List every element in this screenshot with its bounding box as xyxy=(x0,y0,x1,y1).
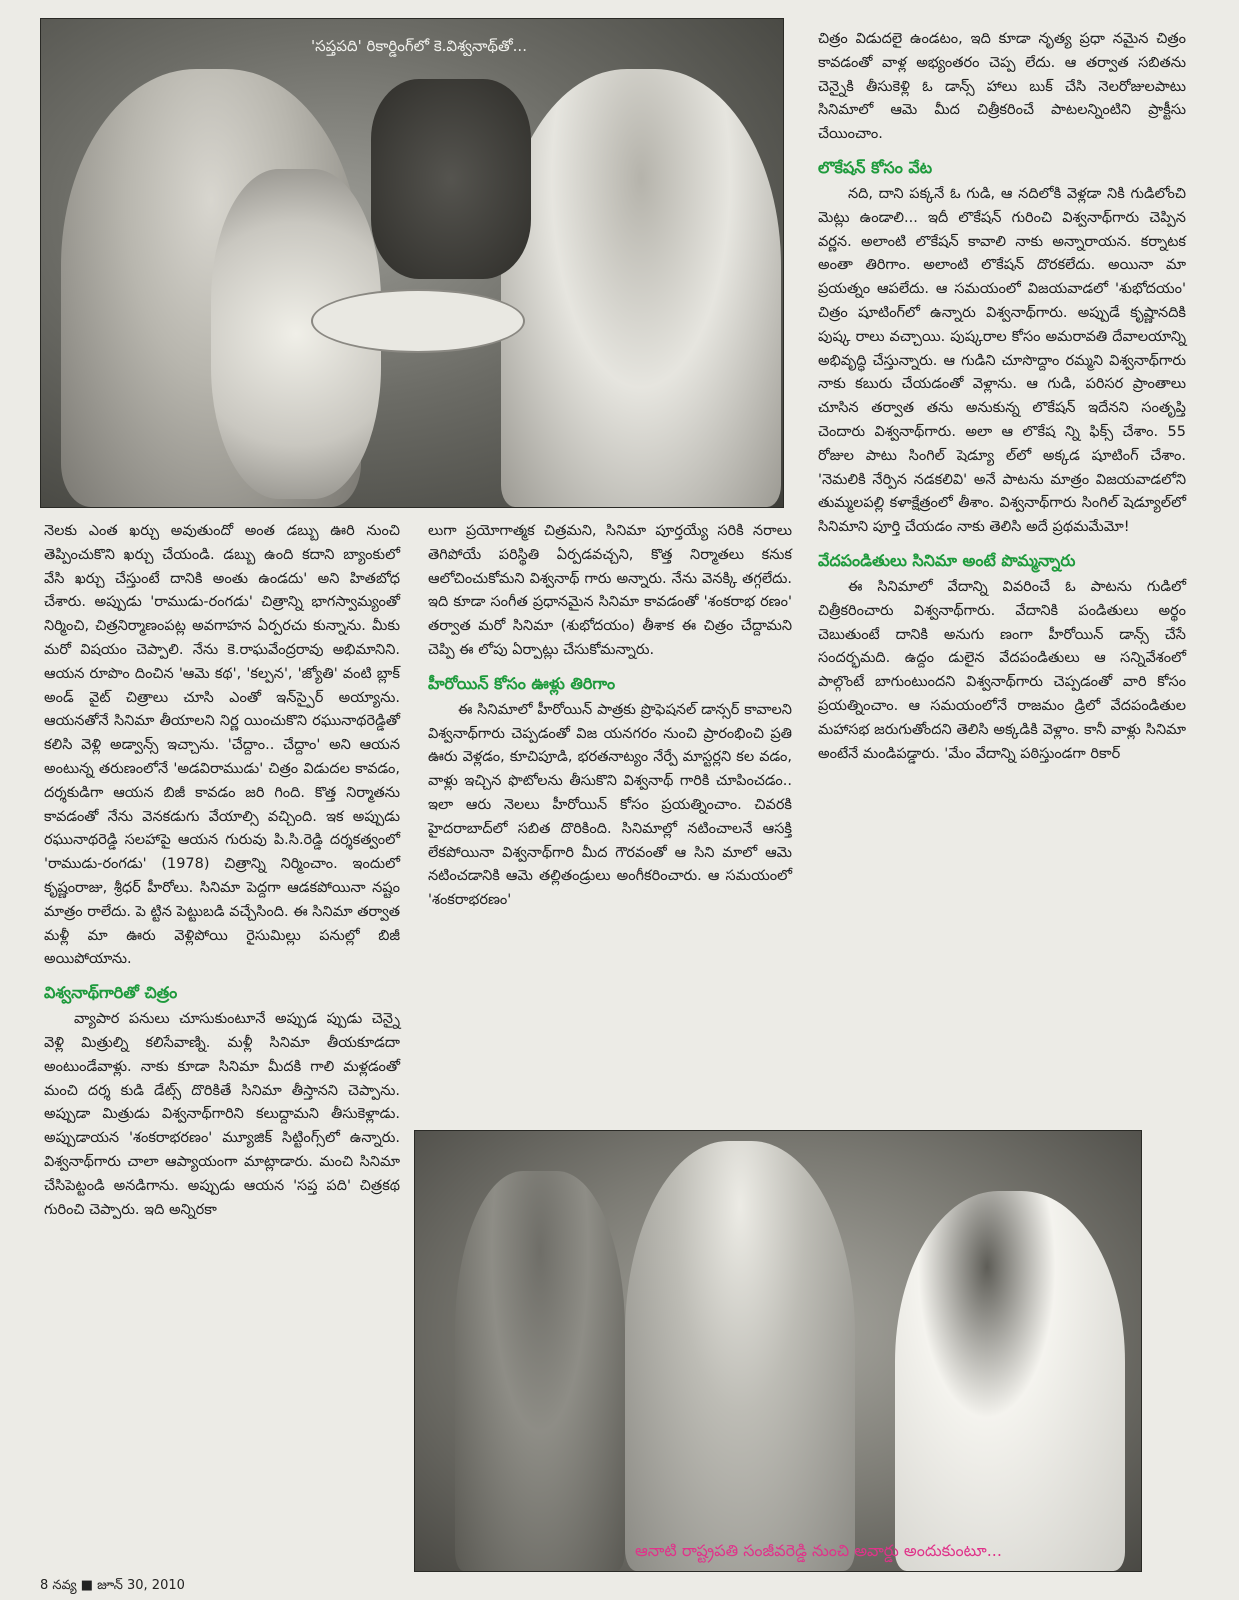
heading-heroine-search: హీరోయిన్ కోసం ఊళ్లు తిరిగాం xyxy=(428,673,616,693)
column-left-para-1: నెలకు ఎంత ఖర్చు అవుతుందో అంత డబ్బు ఊరి నుంచి తెప్పించుకొని ఖర్చు చేయండి. డబ్బు ఉంది కదాని బ్యాంకులో వేసి ఖర్చు చేస్తుంటే దానికి అంతు ఉండదు' అని హితబోధ చేశారు. అప్పుడు 'రాముడు-రంగడు' చిత్రాన్ని భాగస్వామ్యంతో నిర్మించి, చిత్రనిర్మాణంపట్ల అవగాహన ఏర్పరచు కున్నాను. మీకు మరో విషయం చెప్పాలి. నేను కె.రాఘవేంద్రరావు అభిమానిని. ఆయన రూపొం దించిన 'ఆమె కథ', 'కల్పన', 'జ్యోతి' వంటి బ్లాక్ అండ్ వైట్ చిత్రాలు చూసి ఎంతో ఇన్‌స్పైర్ అయ్యాను. ఆయనతోనే సినిమా తీయాలని నిర్ణ యించుకొని రఘునాథరెడ్డితో కలిసి వెళ్లి అడ్వాన్స్ ఇచ్చాను. 'చేద్దాం.. చేద్దాం' అని ఆయన అంటున్న తరుణంలోనే 'అడవిరాముడు' చిత్రం విడుదల కావడం, దర్శకుడిగా ఆయన బిజీ కావడం జరి గింది. కొత్త నిర్మాతను కావడంతో నేను వెనకడుగు వేయాల్సి వచ్చింది. ఇక అప్పుడు రఘునాథరెడ్డి సలహాపై ఆయన గురువు పి.సి.రెడ్డి దర్శకత్వంలో 'రాముడు-రంగడు' (1978) చిత్రాన్ని నిర్మించాం. ఇందులో కృష్ణంరాజు, శ్రీధర్ హీరోలు. సినిమా పెద్దగా ఆడకపోయినా నష్టం మాత్రం రాలేదు. పె ట్టిన పెట్టుబడి వచ్చేసింది. ఈ సినిమా తర్వాత మళ్లీ మా ఊరు వెళ్లిపోయి రైసుమిల్లు పనుల్లో బిజీ అయిపోయాను. xyxy=(44,523,400,968)
photo-officer xyxy=(455,1171,625,1571)
column-middle xyxy=(428,520,792,913)
heading-film-with-viswanath: విశ్వనాథ్‌గారితో చిత్రం xyxy=(44,983,178,1003)
column-right-para-3: ఈ సినిమాలో వేదాన్ని వివరించే ఓ పాటను గుడిలో చిత్రీకరించారు విశ్వనాథ్‌గారు. వేదానికి పండితులు అర్థం చెబుతుంటే దానికి అనుగు ణంగా హీరోయిన్ డాన్స్ చేసే సందర్భమది. ఉద్దం డులైన వేదపండితులు ఆ సన్నివేశంలో పాల్గొంటే బాగుంటుందని విశ్వనాథ్‌గారు చెప్పడంతో వారి కోసం ప్రయత్నించాం. ఆ సమయంలోనే రాజమం డ్రిలో వేదపండితుల మహాసభ జరుగుతోందని తెలిసి అక్కడికి వెళ్లాం. కానీ వాళ్లు సినిమా అంటేనే మండిపడ్డారు. 'మేం వేదాన్ని పఠిస్తుండగా రికార్ xyxy=(818,578,1186,762)
photo-top-caption: 'సప్తపది' రికార్డింగ్‌లో కె.విశ్వనాథ్‌తో... xyxy=(311,37,527,55)
column-left-para-2: వ్యాపార పనులు చూసుకుంటూనే అప్పుడ ప్పుడు చెన్నై వెళ్లి మిత్రుల్ని కలిసేవాణ్ని. మళ్లీ సినిమా తీయకూడదా అంటుండేవాళ్లు. నాకు కూడా సినిమా మీదకి గాలి మళ్లడంతో మంచి దర్శ కుడి డేట్స్ దొరికితే సినిమా తీస్తానని చెప్పాను. అప్పుడా మిత్రుడు విశ్వనాథ్‌గారిని కలుద్దామని తీసుకెళ్లాడు. అప్పుడాయన 'శంకరాభరణం' మ్యూజిక్ సిట్టింగ్స్‌లో ఉన్నారు. విశ్వనాథ్‌గారు చాలా ఆప్యాయంగా మాట్లాడారు. మంచి సినిమా చేసిపెట్టండి అనడిగాను. అప్పుడు ఆయన 'సప్త పది' చిత్రకథ గురించి చెప్పారు. ఇది అన్నిరకా xyxy=(44,1011,400,1218)
column-middle-para-1: లుగా ప్రయోగాత్మక చిత్రమని, సినిమా పూర్తయ్యే సరికి నరాలు తెగిపోయే పరిస్థితి ఏర్పడవచ్చని, కొత్త నిర్మాతలు కనుక ఆలోచించుకోమని విశ్వనాథ్ గారు అన్నారు. నేను వెనక్కి తగ్గలేదు. ఇది కూడా సంగీత ప్రధానమైన సినిమా కావడంతో 'శంకరాభ రణం' తర్వాత మరో సినిమా (శుభోదయం) తీశాక ఈ చిత్రం చేద్దామని చెప్పి ఈ లోపు ఏర్పాట్లు చేసుకోమన్నారు. xyxy=(428,523,792,658)
photo-awardee xyxy=(895,1191,1125,1571)
photo-award-from-president xyxy=(414,1130,1142,1572)
column-left xyxy=(44,520,400,1222)
photo-president xyxy=(625,1141,855,1571)
heading-location-hunt: లొకేషన్ కోసం వేట xyxy=(818,157,933,177)
photo-recording-with-viswanath xyxy=(40,18,784,508)
column-right-para-1: చిత్రం విడుదలై ఉండటం, ఇది కూడా నృత్య ప్రధా నమైన చిత్రం కావడంతో వాళ్ల అభ్యంతరం చెప్ప లేదు. ఆ తర్వాత సబితను చెన్నైకి తీసుకెళ్లి ఓ డాన్స్ హాలు బుక్ చేసి నెలరోజులపాటు సినిమాలో ఆమె మీద చిత్రీకరించే పాటలన్నింటిని ప్రాక్టీసు చేయించాం. xyxy=(818,31,1186,143)
heading-vedic-scholars: వేదపండితులు సినిమా అంటే పొమ్మన్నారు xyxy=(818,550,1076,570)
photo-plate xyxy=(311,289,525,353)
column-right xyxy=(818,28,1186,766)
column-middle-para-2: ఈ సినిమాలో హీరోయిన్ పాత్రకు ప్రొఫెషనల్ డాన్సర్ కావాలని విశ్వనాథ్‌గారు చెప్పడంతో విజ యనగరం నుంచి ప్రారంభించి ప్రతి ఊరు వెళ్లడం, కూచిపూడి, భరతనాట్యం నేర్పే మాస్టర్లని కల వడం, వాళ్లు ఇచ్చిన ఫొటోలను తీసుకొని విశ్వనాథ్ గారికి చూపించడం.. ఇలా ఆరు నెలలు హీరోయిన్ కోసం ప్రయత్నించాం. చివరకి హైదరాబాద్‌లో సబిత దొరికింది. సినిమాల్లో నటించాలనే ఆసక్తి లేకపోయినా విశ్వనాథ్‌గారి మీద గౌరవంతో ఆ సిని మాలో ఆమె నటించడానికి ఆమె తల్లితండ్రులు అంగీకరించారు. ఆ సమయంలో 'శంకరాభరణం' xyxy=(428,701,792,909)
photo-bottom-caption: ఆనాటి రాష్ట్రపతి సంజీవరెడ్డి నుంచి అవార్డు అందుకుంటూ... xyxy=(635,1541,1002,1560)
photo-figure-right xyxy=(501,69,781,507)
page-footer: 8 నవ్య ■ జూన్ 30, 2010 xyxy=(40,1578,185,1593)
column-right-para-2: నది, దాని పక్కనే ఓ గుడి, ఆ నదిలోకి వెళ్లడా నికి గుడిలోంచి మెట్లు ఉండాలి... ఇదీ లొకేషన్ గురించి విశ్వనాథ్‌గారు చెప్పిన వర్ణన. అలాంటి లొకేషన్ కావాలి నాకు అన్నారాయన. కర్నాటక అంతా తిరిగాం. అలాంటి లొకేషన్ దొరకలేదు. అయినా మా ప్రయత్నం ఆపలేదు. ఆ సమయంలో విజయవాడలో 'శుభోదయం' చిత్రం షూటింగ్‌లో ఉన్నారు విశ్వనాథ్‌గారు. అప్పుడే కృష్ణానదికి పుష్క రాలు వచ్చాయి. పుష్కరాల కోసం అమరావతి దేవాలయాన్ని అభివృద్ధి చేస్తున్నారు. ఆ గుడిని చూసొద్దాం రమ్మని విశ్వనాథ్‌గారు నాకు కబురు చేయడంతో వెళ్లాను. ఆ గుడి, పరిసర ప్రాంతాలు చూసిన తర్వాత తను అనుకున్న లొకేషన్ ఇదేనని సంతృప్తి చెందారు విశ్వనాథ్‌గారు. అలా ఆ లొకేష న్ని ఫిక్స్ చేశాం. 55 రోజుల పాటు సింగిల్ షెడ్యూ ల్‌లో అక్కడ షూటింగ్ చేశాం. 'నెమలికి నేర్పిన నడకలివి' అనే పాటను మాత్రం విజయవాడలోని తుమ్మలపల్లి కళాక్షేత్రంలో తీశాం. విశ్వనాథ్‌గారు సింగిల్ షెడ్యూల్‌లో సినిమాని పూర్తి చేయడం నాకు తెలిసి అదే ప్రథమమేమో! xyxy=(818,185,1186,536)
photo-background-crowd xyxy=(371,79,531,279)
